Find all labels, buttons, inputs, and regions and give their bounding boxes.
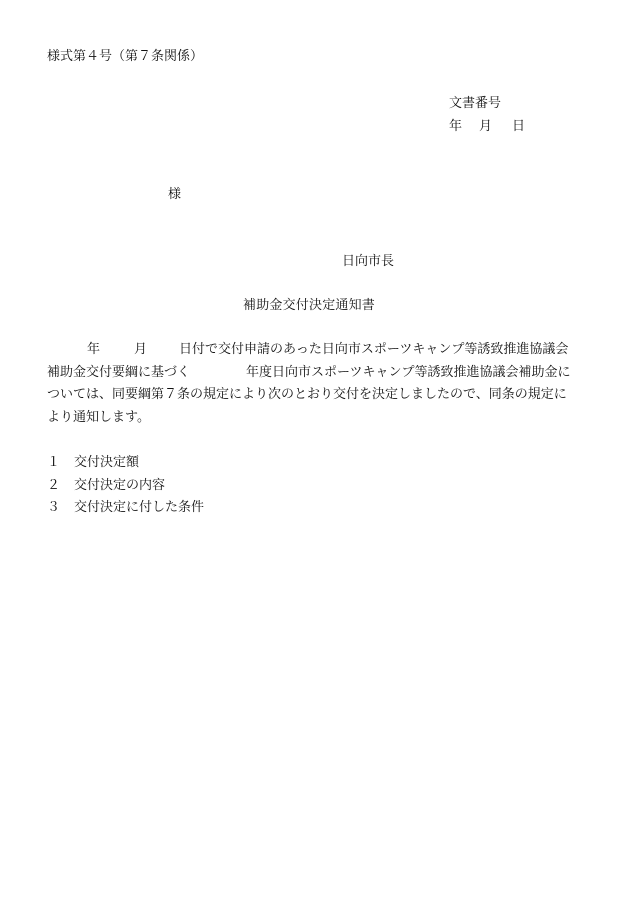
body-year-label: 年 xyxy=(87,342,101,357)
item-text: 交付決定額 xyxy=(74,455,140,470)
body-line-4: より通知します。 xyxy=(47,409,150,425)
item-number: ２ xyxy=(47,477,61,493)
body-month-label: 月 xyxy=(134,342,148,357)
item-number: １ xyxy=(47,455,61,470)
date-line xyxy=(449,119,525,135)
form-number: 様式第４号（第７条関係） xyxy=(47,49,204,64)
document-title: 補助金交付決定通知書 xyxy=(243,298,376,313)
body-line-1-text: 日付で交付申請のあった日向市スポーツキャンプ等誘致推進協議会 xyxy=(179,342,569,357)
body-line-1 xyxy=(47,342,583,365)
issuer-name: 日向市長 xyxy=(342,254,395,269)
date-month-label: 月 xyxy=(479,119,493,134)
date-day-label: 日 xyxy=(512,119,526,134)
body-line-2 xyxy=(47,365,583,388)
body-line-2-start: 補助金交付要綱に基づく xyxy=(47,364,191,380)
item-list xyxy=(47,455,204,523)
document-number-label: 文書番号 xyxy=(449,96,502,111)
item-text: 交付決定の内容 xyxy=(74,477,166,493)
list-item xyxy=(47,500,204,523)
body-line-2-text: 年度日向市スポーツキャンプ等誘致推進協議会補助金に xyxy=(246,364,571,380)
body-paragraph xyxy=(47,342,583,432)
list-item xyxy=(47,455,204,478)
item-text: 交付決定に付した条件 xyxy=(74,500,205,515)
body-line-3: ついては、同要綱第７条の規定により次のとおり交付を決定しましたので、同条の規定に xyxy=(47,387,567,402)
date-year-label: 年 xyxy=(449,119,463,134)
recipient-suffix: 様 xyxy=(168,187,182,202)
item-number: ３ xyxy=(47,500,61,515)
list-item xyxy=(47,478,204,501)
